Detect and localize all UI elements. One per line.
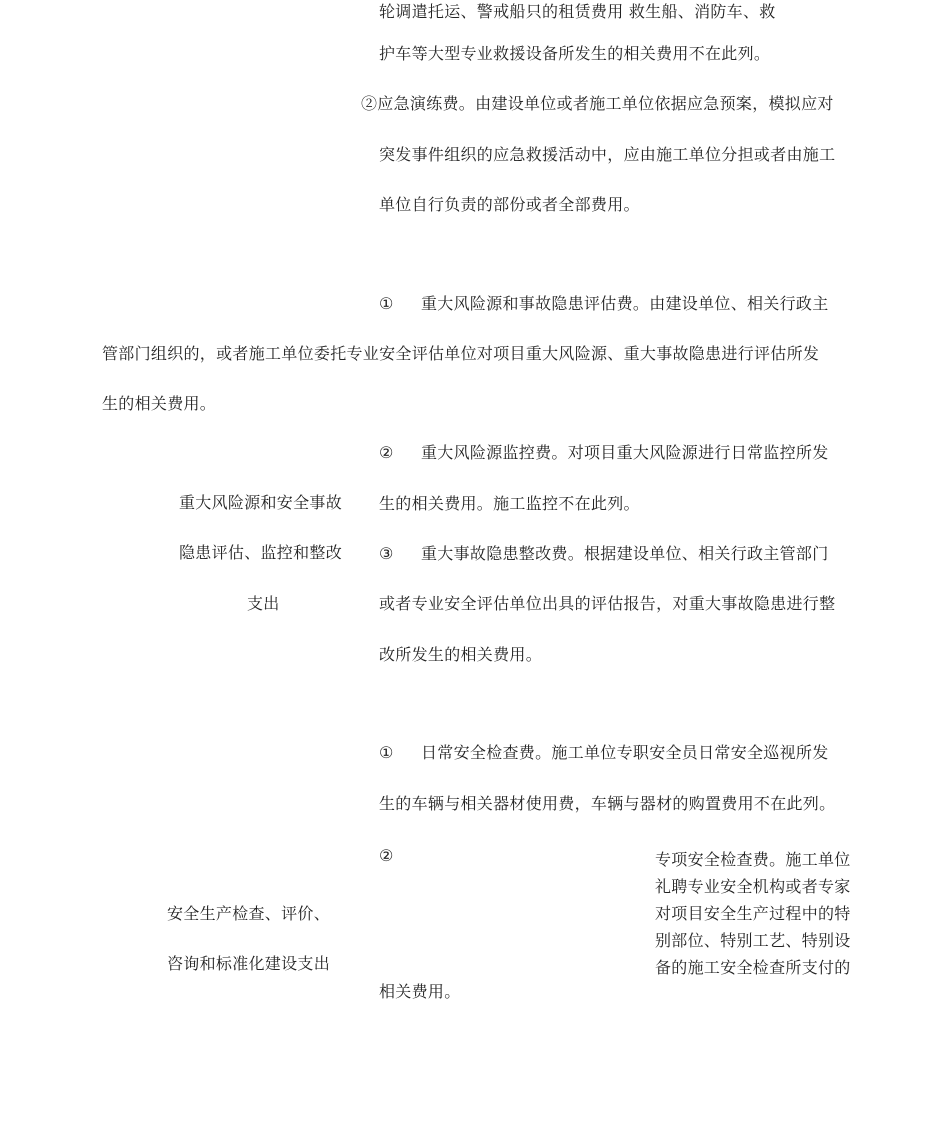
risk-item-2-line-1: 重大风险源监控费。对项目重大风险源进行日常监控所发	[421, 443, 829, 462]
inspection-item-1-marker: ①	[379, 743, 394, 762]
risk-item-1-line-1: 重大风险源和事故隐患评估费。由建设单位、相关行政主	[421, 294, 829, 313]
risk-item-2-marker: ②	[379, 443, 394, 462]
risk-category-line-2: 隐患评估、监控和整改	[179, 543, 343, 562]
rescue-equipment-line-2: 护车等大型专业救援设备所发生的相关费用不在此列。	[379, 44, 771, 63]
drill-fee-line-1: ②应急演练费。由建设单位或者施工单位依据应急预案，模拟应对	[361, 94, 834, 113]
risk-item-1-marker: ①	[379, 294, 394, 313]
inspection-item-2-line: 别部位、特别工艺、特别设	[655, 931, 851, 950]
inspection-item-2-line: 专项安全检查费。施工单位	[655, 850, 851, 869]
risk-item-1-line-3: 生的相关费用。	[102, 394, 217, 413]
drill-fee-line-2: 突发事件组织的应急救援活动中，应由施工单位分担或者由施工	[379, 145, 836, 164]
risk-item-3-line-3: 改所发生的相关费用。	[379, 645, 543, 664]
inspection-item-2-tail: 相关费用。	[379, 982, 461, 1001]
risk-category-line-3: 支出	[247, 594, 280, 613]
drill-fee-line-3: 单位自行负责的部份或者全部费用。	[379, 195, 640, 214]
risk-item-1-line-2: 管部门组织的，或者施工单位委托专业安全评估单位对项目重大风险源、重大事故隐患进行评估所发	[102, 344, 820, 363]
inspection-item-1-line-2: 生的车辆与相关器材使用费，车辆与器材的购置费用不在此列。	[379, 794, 836, 813]
inspection-item-2-text-block	[655, 846, 865, 981]
inspection-item-2-line: 备的施工安全检查所支付的	[655, 958, 851, 977]
risk-item-2-line-2: 生的相关费用。施工监控不在此列。	[379, 494, 640, 513]
inspection-category-line-1: 安全生产检查、评价、	[167, 904, 331, 923]
risk-item-3-marker: ③	[379, 544, 394, 563]
inspection-item-2-line: 礼聘专业安全机构或者专家	[655, 877, 851, 896]
risk-item-3-line-2: 或者专业安全评估单位出具的评估报告，对重大事故隐患进行整	[379, 594, 836, 613]
rescue-equipment-line-1: 轮调遣托运、警戒船只的租赁费用 救生船、消防车、救	[379, 2, 776, 21]
inspection-category-line-2: 咨询和标准化建设支出	[167, 954, 331, 973]
risk-item-3-line-1: 重大事故隐患整改费。根据建设单位、相关行政主管部门	[421, 544, 829, 563]
risk-category-line-1: 重大风险源和安全事故	[179, 493, 343, 512]
inspection-item-2-marker: ②	[379, 846, 394, 865]
inspection-item-2-line: 对项目安全生产过程中的特	[655, 904, 851, 923]
inspection-item-1-line-1: 日常安全检查费。施工单位专职安全员日常安全巡视所发	[421, 743, 829, 762]
